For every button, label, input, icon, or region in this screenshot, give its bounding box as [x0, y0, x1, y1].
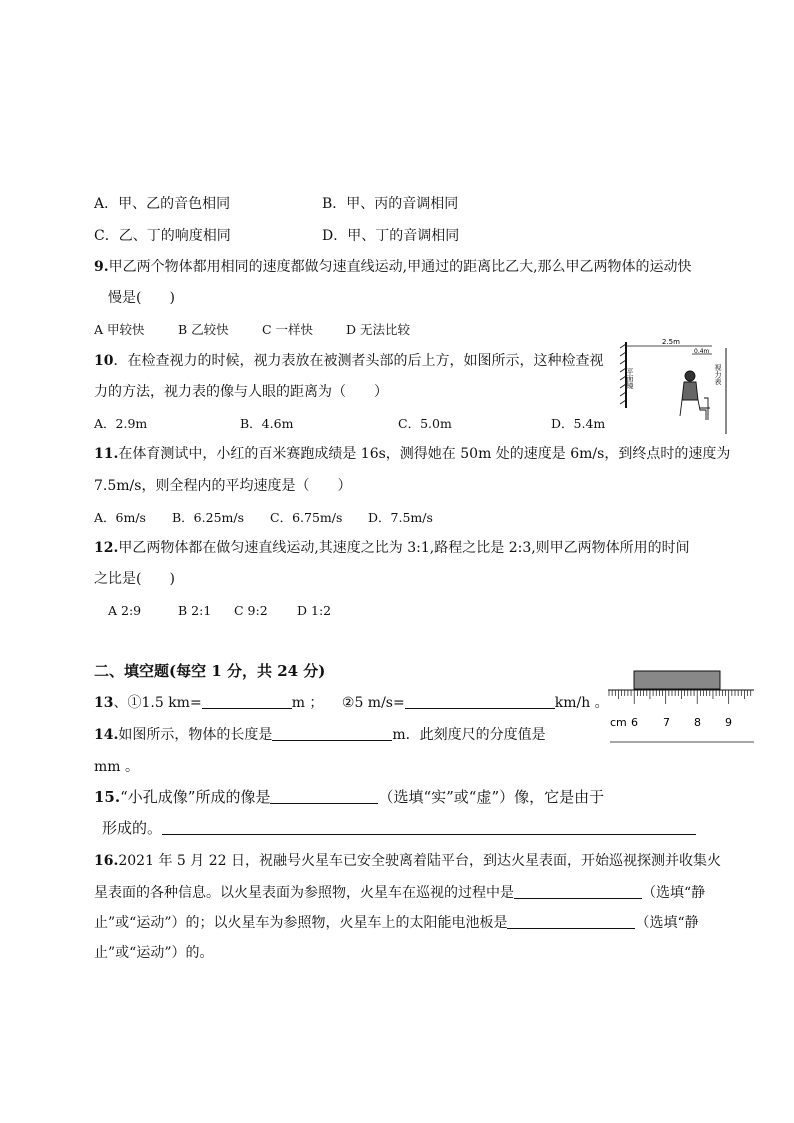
q14-blank-1[interactable]	[272, 726, 392, 741]
q11-text: 在体育测试中，小红的百米赛跑成绩是 16s，测得她在 50m 处的速度是 6m/s，到终点时的速度为	[118, 446, 731, 462]
q13-unit2: km/h 。	[554, 695, 609, 711]
q12-option-c: C 9:2	[234, 603, 268, 618]
q16-blank-2[interactable]	[507, 914, 635, 929]
q14-line1	[94, 726, 546, 744]
q16-line4: 止”或“运动”）的。	[94, 945, 214, 961]
q12-option-d: D 1:2	[297, 603, 332, 618]
vision-test-figure	[614, 338, 732, 434]
q13-part1: 、①1.5 km=	[113, 695, 202, 711]
q8-option-b: B．甲、丙的音调相同	[322, 196, 459, 212]
person-figure	[680, 371, 710, 420]
q11-line1	[94, 445, 730, 463]
q15-number: 15.	[94, 788, 121, 806]
mirror-label: 平面镜	[626, 368, 634, 389]
q15-blank-1[interactable]	[270, 789, 378, 804]
q11-option-c: C．6.75m/s	[270, 510, 343, 525]
q12-text: 甲乙两物体都在做匀速直线运动,其速度之比为 3:1,路程之比是 2:3,则甲乙两物体所用的时间	[118, 540, 690, 556]
q16-line2	[94, 884, 705, 902]
q14-line2: mm 。	[94, 759, 140, 775]
dim-label-total: 2.5m	[662, 338, 680, 346]
q9-line1	[94, 258, 692, 276]
q16-line2b: （选填“静	[642, 885, 706, 901]
ruler-unit-label: cm	[610, 716, 627, 729]
q16-line1	[94, 852, 721, 870]
q11-option-a: A．6m/s	[94, 510, 146, 525]
q16-line3a: 止”或“运动”）的；以火星车为参照物，火星车上的太阳能电池板是	[94, 915, 508, 931]
ruler-figure	[608, 668, 754, 746]
q16-line2a: 星表面的各种信息。以火星表面为参照物，火星车在巡视的过程中是	[94, 885, 514, 901]
q15-blank-2[interactable]	[162, 820, 696, 835]
q10-line1	[94, 352, 603, 370]
q11-line2: 7.5m/s，则全程内的平均速度是（ ）	[94, 478, 352, 494]
ruler-tick-label-7: 7	[663, 716, 670, 729]
q10-option-d: D．5.4m	[551, 416, 606, 431]
q11-number: 11.	[94, 446, 119, 462]
q10-option-b: B．4.6m	[240, 416, 294, 431]
q15-line2-text: 形成的。	[102, 819, 163, 837]
q16-blank-1[interactable]	[514, 884, 642, 899]
q9-option-d: D 无法比较	[346, 322, 410, 337]
q13-blank-2[interactable]	[405, 694, 555, 709]
ruler-tick-label-6: 6	[631, 716, 638, 729]
q10-number: 10	[94, 353, 114, 369]
q13-line	[94, 694, 609, 712]
q9-option-a: A 甲较快	[94, 322, 145, 337]
q14-mid: m．此刻度尺的分度值是	[392, 727, 546, 743]
q10-option-a: A．2.9m	[94, 416, 148, 431]
q13-unit1: m ；	[291, 695, 324, 711]
q14-number: 14.	[94, 727, 119, 743]
q8-option-a: A．甲、乙的音色相同	[94, 196, 231, 212]
q15-text: “小孔成像”所成的像是	[120, 788, 271, 806]
q9-option-c: C 一样快	[262, 322, 314, 337]
q15-line2	[102, 819, 696, 837]
q8-option-d: D．甲、丁的音调相同	[322, 228, 460, 244]
q13-part2: ②5 m/s=	[341, 695, 405, 711]
dim-label-small: 0.4m	[694, 348, 710, 355]
q12-number: 12.	[94, 540, 119, 556]
ruler-tick-label-9: 9	[725, 716, 732, 729]
q9-text: 甲乙两个物体都用相同的速度都做匀速直线运动,甲通过的距离比乙大,那么甲乙两物体的运动快	[108, 259, 692, 275]
q10-line2: 力的方法，视力表的像与人眼的距离为（ ）	[94, 384, 388, 400]
q13-number: 13	[94, 695, 114, 711]
q12-line1	[94, 539, 690, 557]
q16-number: 16.	[94, 853, 119, 869]
q12-option-b: B 2:1	[178, 603, 212, 618]
ruler-ticks	[609, 690, 751, 704]
q12-option-a: A 2:9	[108, 603, 142, 618]
q8-option-c: C．乙、丁的响度相同	[94, 228, 231, 244]
q13-blank-1[interactable]	[202, 694, 292, 709]
q9-option-b: B 乙较快	[178, 322, 229, 337]
q11-option-d: D．7.5m/s	[368, 510, 433, 525]
q9-number: 9.	[94, 259, 109, 275]
q15-tail: （选填“实”或“虚”）像，它是由于	[378, 788, 605, 806]
q16-line3	[94, 914, 699, 932]
ruler-tick-label-8: 8	[694, 716, 701, 729]
chart-label: 视力表	[714, 364, 722, 385]
section-title-fill-in: 二、填空题(每空 1 分，共 24 分)	[94, 662, 326, 680]
q12-line2: 之比是( )	[94, 571, 175, 587]
q15-line1	[94, 788, 604, 806]
q10-text: ．在检查视力的时候，视力表放在被测者头部的后上方，如图所示，这种检查视	[113, 353, 604, 369]
q10-option-c: C．5.0m	[398, 416, 452, 431]
q16-line3b: （选填“静	[635, 915, 699, 931]
q14-text: 如图所示，物体的长度是	[118, 727, 273, 743]
q16-text: 2021 年 5 月 22 日，祝融号火星车已安全驶离着陆平台，到达火星表面，开始巡视探测并收集火	[118, 853, 721, 869]
q9-line2: 慢是( )	[108, 290, 175, 306]
q11-option-b: B．6.25m/s	[172, 510, 244, 525]
measured-object	[634, 671, 720, 689]
